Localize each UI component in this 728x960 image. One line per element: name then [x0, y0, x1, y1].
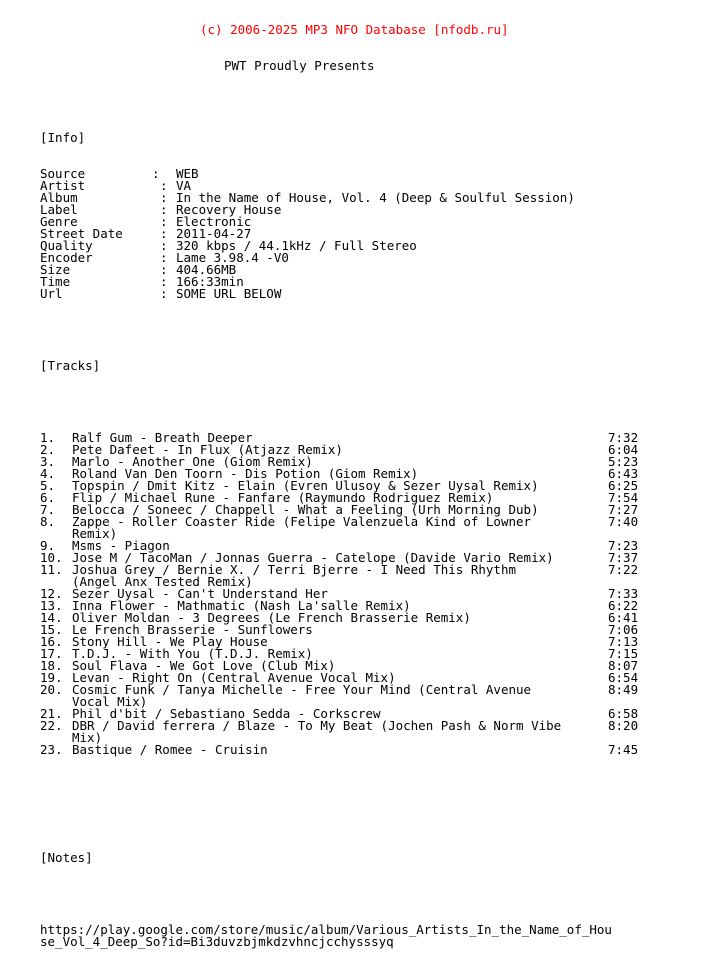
track-duration: 7:15 [608, 646, 639, 661]
track-duration: 7:33 [608, 586, 639, 601]
track-title: DBR / David ferrera / Blaze - To My Beat (Jochen Pash & Norm Vibe [72, 718, 562, 733]
track-number: 15. [40, 622, 63, 637]
spacer [40, 816, 612, 828]
info-separator: : [152, 166, 160, 181]
tracks-heading: [Tracks] [40, 358, 101, 373]
track-duration: 6:43 [608, 466, 639, 481]
track-row [40, 682, 639, 697]
track-duration: 6:04 [608, 442, 639, 457]
track-duration: 7:45 [608, 742, 639, 757]
track-title-continuation: Vocal Mix) [72, 694, 148, 709]
track-title: Topspin / Dmit Kitz - Elain (Evren Ulusoy & Sezer Uysal Remix) [72, 478, 539, 493]
track-duration: 6:58 [608, 706, 639, 721]
track-title: Bastique / Romee - Cruisin [72, 742, 268, 757]
spacer [40, 324, 612, 336]
info-value: Recovery House [176, 202, 282, 217]
info-row [40, 192, 612, 204]
track-duration: 6:54 [608, 670, 639, 685]
track-number: 1. [40, 430, 56, 445]
info-value: 166:33min [176, 274, 244, 289]
info-separator: : [160, 214, 168, 229]
track-title: Phil d'bit / Sebastiano Sedda - Corkscrew [72, 706, 381, 721]
info-key: Size [40, 262, 71, 277]
info-value: WEB [176, 166, 199, 181]
track-title-continuation: Mix) [72, 730, 103, 745]
track-number: 11. [40, 562, 63, 577]
track-duration: 7:32 [608, 430, 639, 445]
info-row [40, 264, 612, 276]
info-value: Lame 3.98.4 -V0 [176, 250, 289, 265]
info-key: Genre [40, 214, 78, 229]
info-row [40, 204, 612, 216]
header-line [40, 24, 612, 36]
track-row [40, 562, 639, 577]
info-value: 404.66MB [176, 262, 237, 277]
track-number: 23. [40, 742, 63, 757]
track-title: Le French Brasserie - Sunflowers [72, 622, 313, 637]
track-number: 2. [40, 442, 56, 457]
track-duration: 7:27 [608, 502, 639, 517]
track-title: Cosmic Funk / Tanya Michelle - Free Your Mind (Central Avenue [72, 682, 532, 697]
track-list [40, 430, 639, 757]
presents-line [40, 60, 612, 72]
info-value: In the Name of House, Vol. 4 (Deep & Soulful Session) [176, 190, 575, 205]
track-title-continuation: (Angel Anx Tested Remix) [72, 574, 253, 589]
track-title: T.D.J. - With You (T.D.J. Remix) [72, 646, 313, 661]
info-key: Street Date [40, 226, 123, 241]
track-number: 19. [40, 670, 63, 685]
track-title: Stony Hill - We Play House [72, 634, 268, 649]
track-title: Zappe - Roller Coaster Ride (Felipe Valenzuela Kind of Lowner [72, 514, 532, 529]
info-separator: : [160, 178, 168, 193]
track-number: 8. [40, 514, 56, 529]
info-separator: : [160, 202, 168, 217]
track-title: Roland Van Den Toorn - Dis Potion (Giom Remix) [72, 466, 419, 481]
track-duration: 7:13 [608, 634, 639, 649]
track-row [40, 742, 639, 757]
track-title: Flip / Michael Rune - Fanfare (Raymundo Rodriguez Remix) [72, 490, 494, 505]
track-title: Sezer Uysal - Can't Understand Her [72, 586, 328, 601]
track-duration: 8:20 [608, 718, 639, 733]
track-duration: 7:22 [608, 562, 639, 577]
track-number: 9. [40, 538, 56, 553]
track-title-continuation: Remix) [72, 526, 118, 541]
track-duration: 8:49 [608, 682, 639, 697]
track-number: 3. [40, 454, 56, 469]
spacer [40, 888, 612, 900]
track-title: Joshua Grey / Bernie X. / Terri Bjerre - I Need This Rhythm [72, 562, 517, 577]
info-key: Artist [40, 178, 86, 193]
info-value: VA [176, 178, 192, 193]
track-title: Inna Flower - Mathmatic (Nash La'salle Remix) [72, 598, 411, 613]
track-number: 14. [40, 610, 63, 625]
info-key: Label [40, 202, 78, 217]
track-number: 20. [40, 682, 63, 697]
spacer [40, 96, 612, 108]
track-number: 17. [40, 646, 63, 661]
track-duration: 7:37 [608, 550, 639, 565]
track-title: Msms - Piagon [72, 538, 170, 553]
track-duration: 7:23 [608, 538, 639, 553]
track-duration: 6:22 [608, 598, 639, 613]
info-row [40, 252, 612, 264]
info-value: 320 kbps / 44.1kHz / Full Stereo [176, 238, 417, 253]
copyright-banner: (c) 2006-2025 MP3 NFO Database [nfodb.ru] [200, 22, 509, 37]
track-title: Pete Dafeet - In Flux (Atjazz Remix) [72, 442, 343, 457]
info-value: Electronic [176, 214, 252, 229]
spacer [40, 780, 612, 792]
info-key: Source [40, 166, 86, 181]
track-title: Ralf Gum - Breath Deeper [72, 430, 253, 445]
track-number: 6. [40, 490, 56, 505]
track-number: 4. [40, 466, 56, 481]
info-value: 2011-04-27 [176, 226, 252, 241]
track-number: 12. [40, 586, 63, 601]
spacer [40, 396, 612, 408]
track-title: Soul Flava - We Got Love (Club Mix) [72, 658, 336, 673]
track-duration: 7:40 [608, 514, 639, 529]
track-title: Oliver Moldan - 3 Degrees (Le French Brasserie Remix) [72, 610, 471, 625]
info-heading: [Info] [40, 130, 86, 145]
track-duration: 6:25 [608, 478, 639, 493]
track-title: Jose M / TacoMan / Jonnas Guerra - Catelope (Davide Vario Remix) [72, 550, 554, 565]
info-separator: : [160, 226, 168, 241]
track-duration: 7:54 [608, 490, 639, 505]
info-section [40, 168, 612, 300]
track-number: 21. [40, 706, 63, 721]
info-separator: : [160, 238, 168, 253]
info-row [40, 168, 612, 180]
notes-section [40, 924, 612, 948]
track-number: 22. [40, 718, 63, 733]
info-row [40, 276, 612, 288]
info-value: SOME URL BELOW [176, 286, 282, 301]
info-key: Time [40, 274, 71, 289]
notes-url-line: se_Vol_4_Deep_So?id=Bi3duvzbjmkdzvhncjcchysssyq [40, 934, 394, 949]
info-row [40, 216, 612, 228]
track-number: 18. [40, 658, 63, 673]
info-key: Quality [40, 238, 93, 253]
notes-url-line: https://play.google.com/store/music/album/Various_Artists_In_the_Name_of_Hou [40, 922, 612, 937]
track-duration: 8:07 [608, 658, 639, 673]
track-number: 5. [40, 478, 56, 493]
presents-text: PWT Proudly Presents [224, 58, 375, 73]
track-number: 13. [40, 598, 63, 613]
track-row [40, 718, 639, 733]
info-separator: : [160, 286, 168, 301]
info-separator: : [160, 190, 168, 205]
track-title: Levan - Right On (Central Avenue Vocal Mix) [72, 670, 396, 685]
info-key: Album [40, 190, 78, 205]
track-duration: 6:41 [608, 610, 639, 625]
info-separator: : [160, 274, 168, 289]
notes-heading: [Notes] [40, 850, 93, 865]
track-title: Marlo - Another One (Giom Remix) [72, 454, 313, 469]
info-key: Encoder [40, 250, 93, 265]
info-key: Url [40, 286, 63, 301]
info-row [40, 240, 612, 252]
track-number: 10. [40, 550, 63, 565]
track-duration: 7:06 [608, 622, 639, 637]
info-row [40, 288, 612, 300]
info-separator: : [160, 250, 168, 265]
track-row [40, 514, 639, 529]
track-number: 7. [40, 502, 56, 517]
nfo-document [40, 0, 639, 960]
track-number: 16. [40, 634, 63, 649]
info-separator: : [160, 262, 168, 277]
track-duration: 5:23 [608, 454, 639, 469]
track-title: Belocca / Soneec / Chappell - What a Feeling (Urh Morning Dub) [72, 502, 539, 517]
